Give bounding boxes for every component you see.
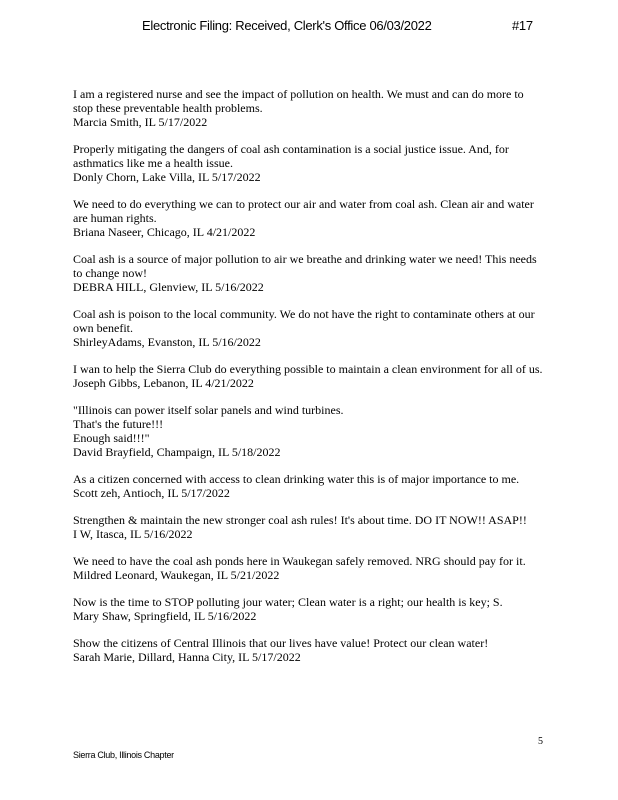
comment-author: Scott zeh, Antioch, IL 5/17/2022 <box>73 486 230 500</box>
comment-text: We need to have the coal ash ponds here in Waukegan safely removed. NRG should pay for it. <box>73 554 526 568</box>
comment-author: DEBRA HILL, Glenview, IL 5/16/2022 <box>73 280 264 294</box>
comment-author: I W, Itasca, IL 5/16/2022 <box>73 527 193 541</box>
comment-item <box>73 142 543 184</box>
comment-text: Show the citizens of Central Illinois that our lives have value! Protect our clean water! <box>73 636 489 650</box>
comment-item <box>73 472 543 500</box>
comment-item <box>73 252 543 294</box>
comment-text: "Illinois can power itself solar panels and wind turbines. That's the future!!! Enough said!!!" <box>73 403 344 445</box>
comment-item <box>73 307 543 349</box>
comment-item <box>73 595 543 623</box>
comment-text: Properly mitigating the dangers of coal ash contamination is a social justice issue. And, for asthmatics like me a health issue. <box>73 142 509 170</box>
comment-text: Coal ash is a source of major pollution to air we breathe and drinking water we need! This needs to change now! <box>73 252 537 280</box>
comment-item <box>73 403 543 459</box>
comment-author: Sarah Marie, Dillard, Hanna City, IL 5/17/2022 <box>73 650 301 664</box>
comment-text: We need to do everything we can to protect our air and water from coal ash. Clean air and water are human rights. <box>73 197 534 225</box>
document-number: #17 <box>512 18 533 33</box>
comment-item <box>73 87 543 129</box>
comment-item <box>73 197 543 239</box>
comment-author: Mildred Leonard, Waukegan, IL 5/21/2022 <box>73 568 280 582</box>
footer-organization: Sierra Club, Illinois Chapter <box>73 750 174 760</box>
comment-author: Joseph Gibbs, Lebanon, IL 4/21/2022 <box>73 376 254 390</box>
comment-item <box>73 636 543 664</box>
comment-author: Briana Naseer, Chicago, IL 4/21/2022 <box>73 225 256 239</box>
comment-text: I am a registered nurse and see the impact of pollution on health. We must and can do more to stop these preventable health problems. <box>73 87 524 115</box>
comment-text: Strengthen & maintain the new stronger coal ash rules! It's about time. DO IT NOW!! ASAP!! <box>73 513 527 527</box>
comment-author: Donly Chorn, Lake Villa, IL 5/17/2022 <box>73 170 261 184</box>
comment-author: Marcia Smith, IL 5/17/2022 <box>73 115 208 129</box>
comment-author: David Brayfield, Champaign, IL 5/18/2022 <box>73 445 281 459</box>
filing-header <box>0 16 618 36</box>
comment-list <box>73 87 543 677</box>
filing-stamp: Electronic Filing: Received, Clerk's Office 06/03/2022 <box>142 18 432 33</box>
comment-text: Now is the time to STOP polluting jour water; Clean water is a right; our health is key; S. <box>73 595 503 609</box>
comment-text: As a citizen concerned with access to clean drinking water this is of major importance to me. <box>73 472 520 486</box>
comment-item <box>73 362 543 390</box>
page-number: 5 <box>538 736 543 747</box>
comment-author: ShirleyAdams, Evanston, IL 5/16/2022 <box>73 335 261 349</box>
comment-text: Coal ash is poison to the local community. We do not have the right to contaminate others at our own benefit. <box>73 307 535 335</box>
comment-text: I wan to help the Sierra Club do everything possible to maintain a clean environment for all of us. <box>73 362 543 376</box>
comment-item <box>73 554 543 582</box>
comment-item <box>73 513 543 541</box>
comment-author: Mary Shaw, Springfield, IL 5/16/2022 <box>73 609 257 623</box>
